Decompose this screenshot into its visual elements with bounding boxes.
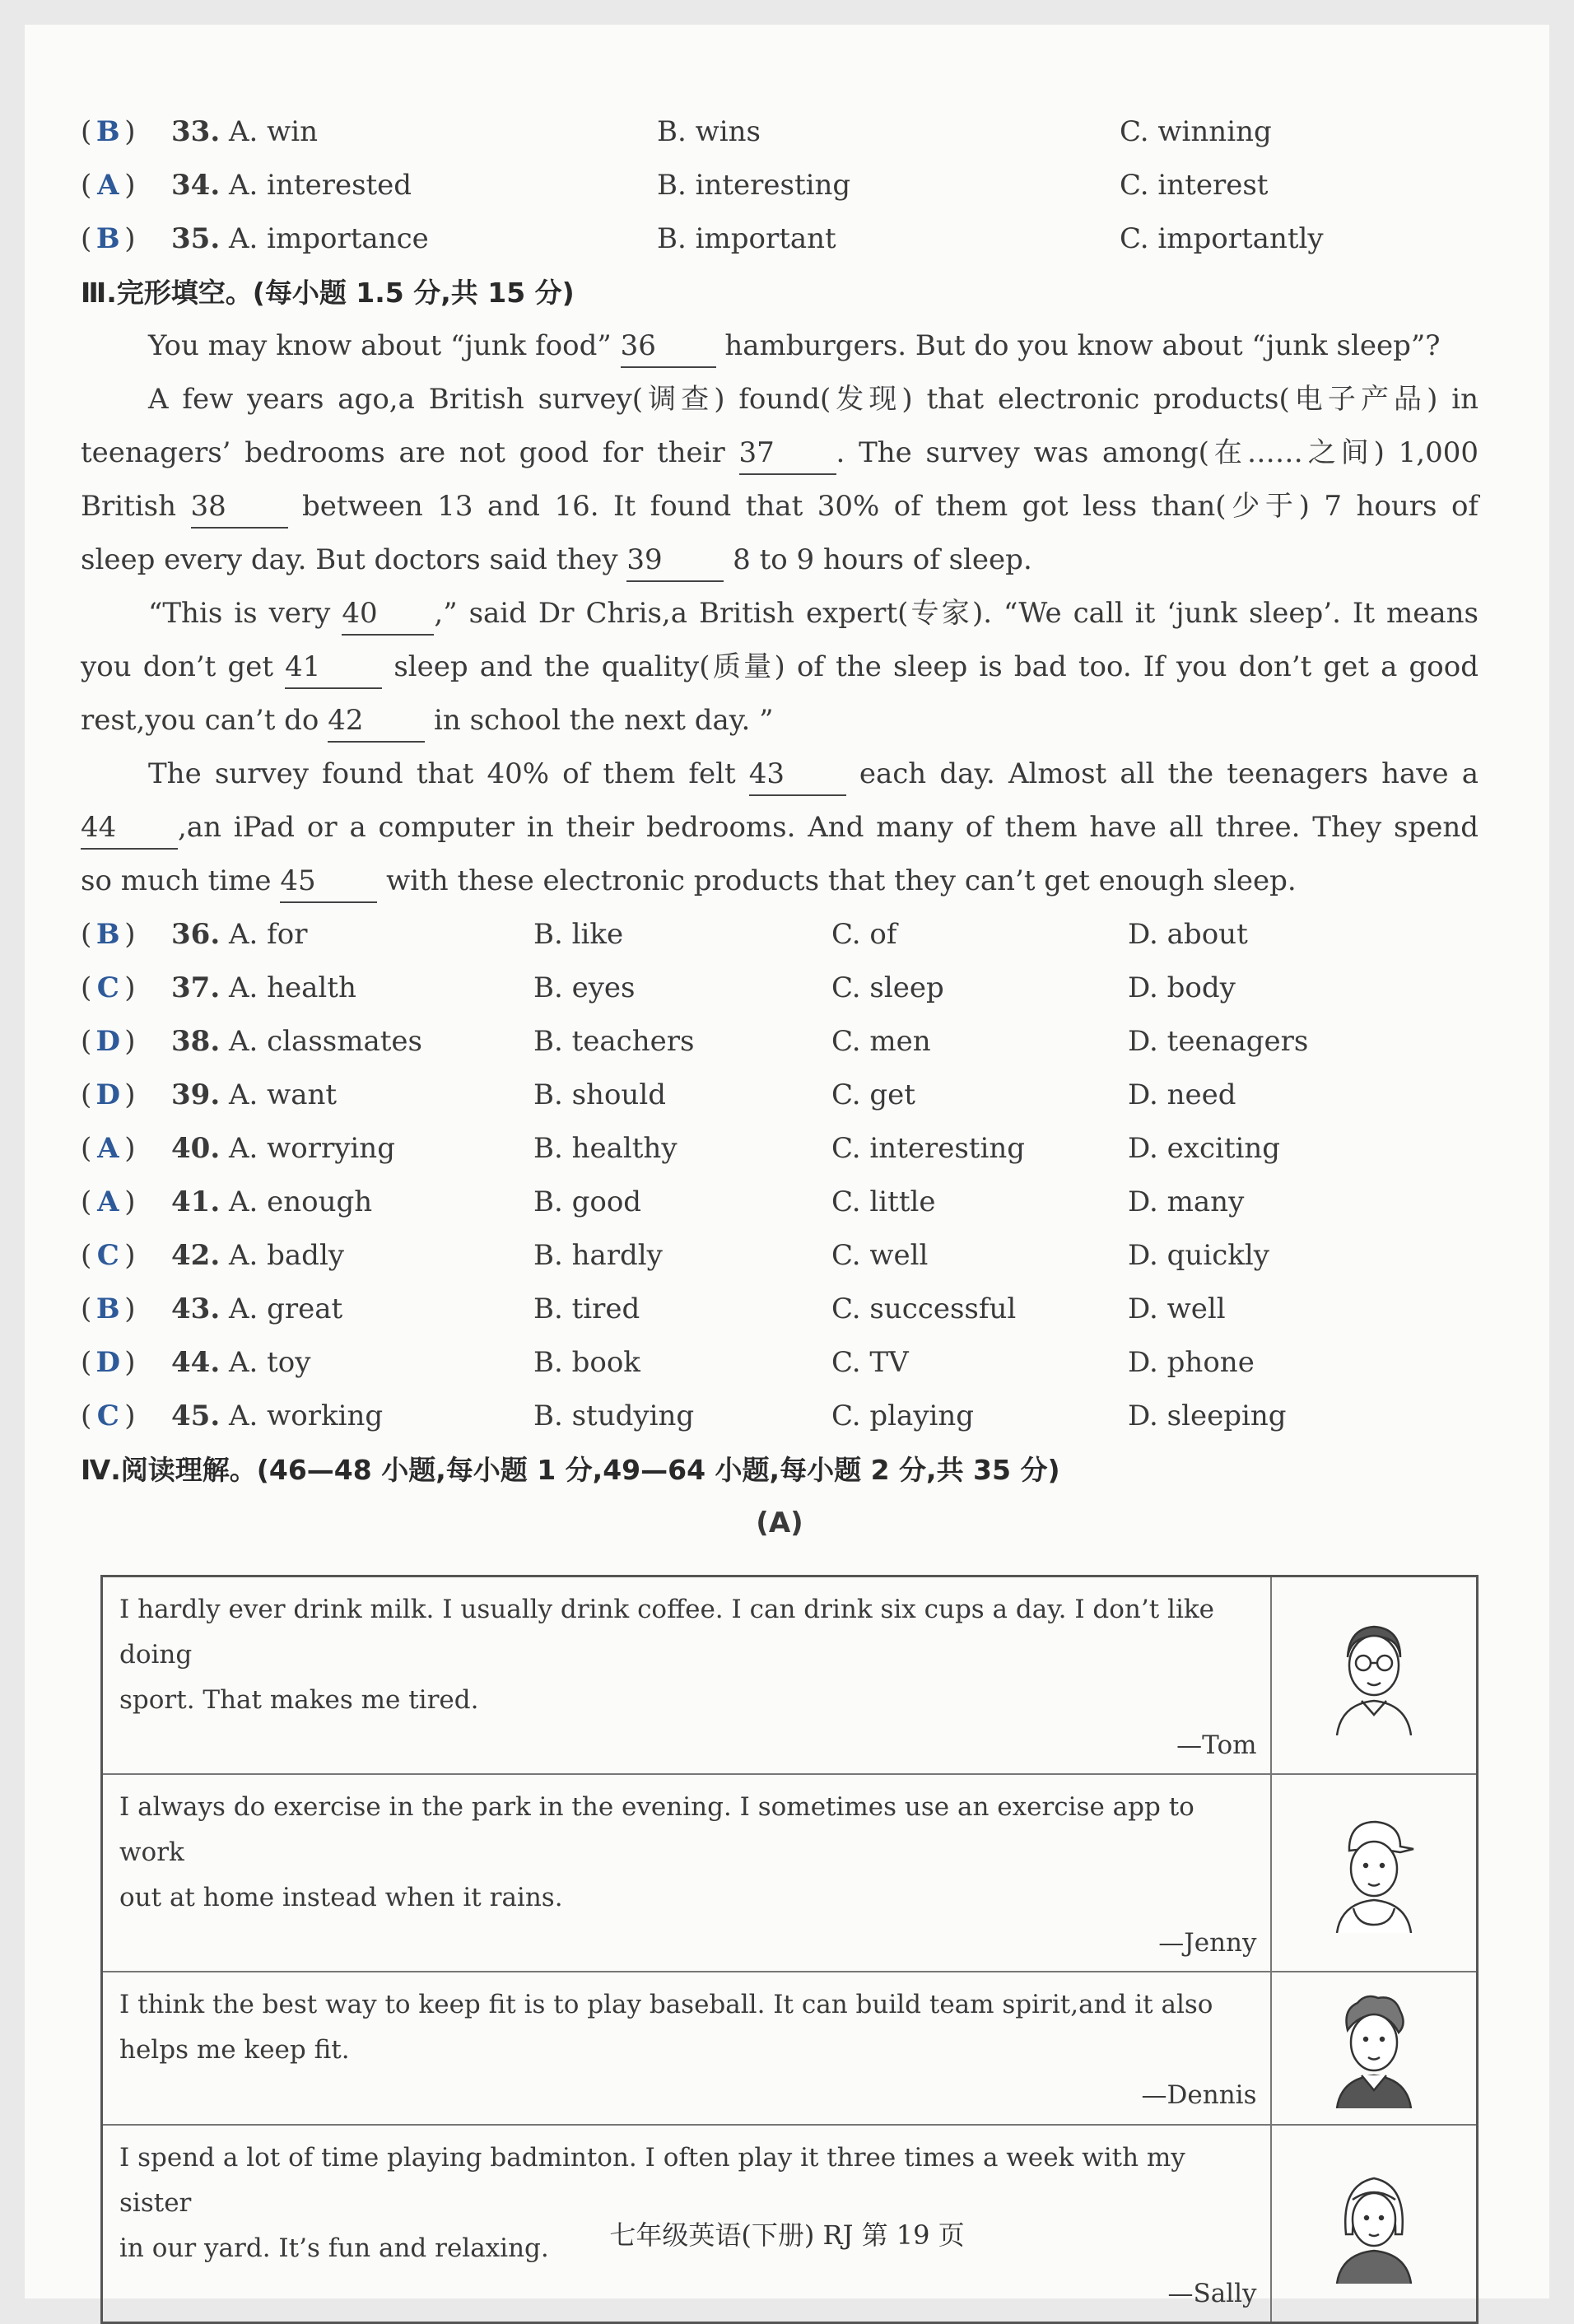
option-a-text: A. want: [228, 1078, 338, 1111]
option-a-text: A. interested: [228, 169, 412, 202]
option-a: [171, 908, 307, 962]
option-a-text: A. toy: [228, 1346, 311, 1379]
question-row: [81, 159, 1479, 212]
passage-text: British: [81, 490, 176, 523]
answer-bracket: ( A ): [81, 1176, 171, 1229]
table-row: [102, 1774, 1478, 1972]
passage-text: sleep every day. But doctors said they: [81, 543, 618, 576]
passage-paragraph-2-line-3: [81, 480, 1479, 533]
option-b: B. should: [533, 1078, 666, 1111]
table-row: [102, 1972, 1478, 2125]
opinion-line: helps me keep fit.: [119, 2035, 350, 2065]
portrait-cell: [1271, 1577, 1478, 1775]
option-a-text: A. win: [228, 115, 319, 148]
opinion-text: [102, 1972, 1271, 2125]
passage-text: with these electronic products that they can’t get enough sleep.: [386, 864, 1297, 897]
question-row: [81, 908, 1479, 962]
answer-bracket: ( D ): [81, 1015, 171, 1069]
option-b: B. interesting: [657, 169, 851, 202]
option-a: [171, 962, 356, 1015]
opinion-text: [102, 1774, 1271, 1972]
portrait-cell: [1271, 1972, 1478, 2125]
option-a-text: A. enough: [228, 1185, 373, 1218]
answer-letter: C: [96, 1239, 119, 1272]
answer-bracket: ( A ): [81, 159, 171, 212]
option-c: C. men: [831, 1025, 931, 1058]
cloze-question-list: [81, 908, 1479, 1443]
option-a-text: A. working: [228, 1400, 384, 1432]
option-c: C. winning: [1120, 115, 1272, 148]
blank-39: 39: [626, 539, 724, 582]
blank-38: 38: [191, 486, 288, 529]
passage-text: 8 to 9 hours of sleep.: [733, 543, 1032, 576]
passage-paragraph-4-line-2: [81, 801, 1479, 855]
question-row: [81, 1122, 1479, 1176]
opinion-line: I spend a lot of time playing badminton. I often play it three times a week with my sister: [119, 2143, 1185, 2218]
girl-with-cap-portrait-icon: [1325, 1809, 1423, 1933]
option-c: C. importantly: [1120, 222, 1324, 255]
opinion-line: I always do exercise in the park in the evening. I sometimes use an exercise app to work: [119, 1792, 1194, 1867]
option-c: C. playing: [831, 1400, 975, 1432]
table-row: [102, 1577, 1478, 1775]
question-row: [81, 1015, 1479, 1069]
portrait-cell: [1271, 1774, 1478, 1972]
option-d: D. exciting: [1128, 1132, 1281, 1165]
question-row: [81, 105, 1479, 159]
answer-letter: B: [95, 1292, 120, 1325]
blank-37: 37: [739, 432, 836, 475]
opinions-table: [100, 1575, 1479, 2324]
question-number: 43.: [171, 1292, 221, 1325]
option-a-text: A. worrying: [228, 1132, 395, 1165]
option-b: B. teachers: [533, 1025, 695, 1058]
answer-bracket: ( B ): [81, 908, 171, 962]
passage-paragraph-3-line-3: [81, 694, 1479, 747]
option-c: C. interesting: [831, 1132, 1025, 1165]
option-a-text: A. importance: [228, 222, 429, 255]
passage-text: so much time: [81, 864, 272, 897]
answer-letter: B: [95, 918, 120, 951]
question-number: 34.: [171, 169, 221, 202]
section-3-title: Ⅲ.完形填空。(每小题 1.5 分,共 15 分): [81, 277, 575, 309]
passage-text: between 13 and 16. It found that 30% of them got less than(少于) 7 hours of: [302, 490, 1479, 523]
option-c: C. sleep: [831, 971, 944, 1004]
question-number: 35.: [171, 222, 221, 255]
question-number: 36.: [171, 918, 221, 951]
signature: —Sally: [1167, 2279, 1257, 2308]
question-row: [81, 1390, 1479, 1443]
option-c: C. successful: [831, 1292, 1017, 1325]
answer-letter: A: [97, 1132, 119, 1165]
question-number: 44.: [171, 1346, 221, 1379]
answer-bracket: ( B ): [81, 105, 171, 159]
question-row: [81, 212, 1479, 266]
option-b: B. studying: [533, 1400, 695, 1432]
option-d: D. well: [1128, 1292, 1226, 1325]
answer-letter: D: [95, 1078, 120, 1111]
opinion-text: [102, 1577, 1271, 1775]
option-d: D. teenagers: [1128, 1025, 1309, 1058]
option-c: C. little: [831, 1185, 936, 1218]
blank-41: 41: [285, 646, 382, 689]
option-b: B. tired: [533, 1292, 640, 1325]
answer-letter: C: [96, 971, 119, 1004]
opinion-line: sport. That makes me tired.: [119, 1685, 479, 1715]
passage-paragraph-2-line-4: [81, 533, 1479, 587]
answer-letter: B: [95, 222, 120, 255]
answer-letter: C: [96, 1400, 119, 1432]
passage-text: You may know about “junk food”: [148, 329, 612, 362]
passage-text: The survey found that 40% of them felt: [148, 757, 736, 790]
option-a: [171, 1390, 383, 1443]
blank-43: 43: [749, 753, 846, 796]
option-a: [171, 1229, 344, 1283]
option-a-text: A. classmates: [228, 1025, 422, 1058]
passage-text: rest,you can’t do: [81, 704, 319, 737]
question-number: 45.: [171, 1400, 221, 1432]
passage-paragraph-3-line-2: [81, 640, 1479, 694]
signature: —Tom: [1176, 1730, 1257, 1760]
page-footer: 七年级英语(下册) RJ 第 19 页: [609, 2219, 965, 2251]
worksheet-content: [81, 105, 1479, 1550]
option-a: [171, 159, 412, 212]
opinion-line: I hardly ever drink milk. I usually drink coffee. I can drink six cups a day. I don’t like doing: [119, 1595, 1215, 1670]
answer-bracket: ( C ): [81, 962, 171, 1015]
question-number: 40.: [171, 1132, 221, 1165]
passage-text: . The survey was among(在……之间) 1,000: [836, 436, 1479, 469]
boy-with-glasses-portrait-icon: [1325, 1612, 1423, 1735]
option-a-text: A. badly: [228, 1239, 345, 1272]
option-a: [171, 1015, 422, 1069]
answer-bracket: ( B ): [81, 1283, 171, 1336]
answer-bracket: ( C ): [81, 1229, 171, 1283]
option-a: [171, 1336, 310, 1390]
option-b: B. wins: [657, 115, 761, 148]
blank-42: 42: [328, 700, 425, 743]
option-b: B. important: [657, 222, 836, 255]
option-b: B. hardly: [533, 1239, 663, 1272]
answer-letter: A: [97, 169, 119, 202]
answer-letter: D: [95, 1025, 120, 1058]
option-b: B. good: [533, 1185, 642, 1218]
question-row: [81, 1283, 1479, 1336]
passage-paragraph-4-line-3: [81, 855, 1479, 908]
option-a-text: A. health: [228, 971, 356, 1004]
option-a: [171, 1069, 337, 1122]
blank-40: 40: [342, 593, 434, 636]
passage-paragraph-1: [81, 319, 1479, 373]
option-d: D. many: [1128, 1185, 1245, 1218]
blank-45: 45: [280, 860, 377, 903]
option-a: [171, 1176, 372, 1229]
passage-paragraph-3-line-1: [81, 587, 1479, 640]
answer-letter: B: [95, 115, 120, 148]
passage-text: ,an iPad or a computer in their bedrooms. And many of them have all three. They spend: [178, 811, 1479, 844]
option-d: D. sleeping: [1128, 1400, 1287, 1432]
question-row: [81, 1176, 1479, 1229]
question-row: [81, 962, 1479, 1015]
question-number: 38.: [171, 1025, 221, 1058]
passage-text: teenagers’ bedrooms are not good for their: [81, 436, 725, 469]
option-c: C. TV: [831, 1346, 909, 1379]
passage-text: sleep and the quality(质量) of the sleep is bad too. If you don’t get a good: [394, 650, 1479, 683]
blank-36: 36: [621, 325, 716, 368]
blank-44: 44: [81, 807, 178, 850]
passage-text: ,” said Dr Chris,a British expert(专家). “We call it ‘junk sleep’. It means: [434, 597, 1479, 630]
question-number: 39.: [171, 1078, 221, 1111]
question-number: 33.: [171, 115, 221, 148]
passage-paragraph-4-line-1: [81, 747, 1479, 801]
answer-bracket: ( A ): [81, 1122, 171, 1176]
section-4-title: Ⅳ.阅读理解。(46—48 小题,每小题 1 分,49—64 小题,每小题 2 分,共 35 分): [81, 1454, 1060, 1486]
option-b: B. like: [533, 918, 624, 951]
option-c: C. well: [831, 1239, 929, 1272]
passage-text: you don’t get: [81, 650, 274, 683]
option-a: [171, 1283, 342, 1336]
answer-bracket: ( C ): [81, 1390, 171, 1443]
question-number: 42.: [171, 1239, 221, 1272]
passage-paragraph-2-line-1: A few years ago,a British survey(调查) found(发现) that electronic products(电子产品) in: [148, 383, 1479, 416]
answer-letter: A: [97, 1185, 119, 1218]
opinion-line: I think the best way to keep fit is to play baseball. It can build team spirit,and it also: [119, 1990, 1213, 2019]
answer-letter: D: [95, 1346, 120, 1379]
passage-a-heading: (A): [756, 1507, 803, 1539]
passage-text: “This is very: [148, 597, 331, 630]
question-row: [81, 1336, 1479, 1390]
option-a-text: A. for: [228, 918, 308, 951]
option-c: C. get: [831, 1078, 915, 1111]
option-a: [171, 1122, 395, 1176]
option-a-text: A. great: [228, 1292, 343, 1325]
option-b: B. book: [533, 1346, 640, 1379]
option-d: D. phone: [1128, 1346, 1255, 1379]
passage-text: each day. Almost all the teenagers have a: [859, 757, 1479, 790]
option-d: D. need: [1128, 1078, 1236, 1111]
option-c: C. interest: [1120, 169, 1269, 202]
option-b: B. healthy: [533, 1132, 678, 1165]
question-number: 41.: [171, 1185, 221, 1218]
passage-text: hamburgers. But do you know about “junk sleep”?: [724, 329, 1441, 362]
option-a: [171, 105, 318, 159]
boy-with-curly-hair-portrait-icon: [1325, 1985, 1423, 2108]
option-a: [171, 212, 429, 266]
signature: —Jenny: [1158, 1928, 1257, 1958]
option-c: C. of: [831, 918, 897, 951]
signature: —Dennis: [1141, 2080, 1257, 2110]
opinion-line: in our yard. It’s fun and relaxing.: [119, 2233, 549, 2263]
opinion-line: out at home instead when it rains.: [119, 1883, 563, 1912]
question-number: 37.: [171, 971, 221, 1004]
option-d: D. body: [1128, 971, 1236, 1004]
passage-paragraph-2-line-2: [81, 426, 1479, 480]
option-b: B. eyes: [533, 971, 636, 1004]
passage-text: in school the next day. ”: [434, 704, 774, 737]
question-row: [81, 1069, 1479, 1122]
question-row: [81, 1229, 1479, 1283]
option-d: D. quickly: [1128, 1239, 1269, 1272]
option-d: D. about: [1128, 918, 1248, 951]
answer-bracket: ( D ): [81, 1336, 171, 1390]
answer-bracket: ( B ): [81, 212, 171, 266]
answer-bracket: ( D ): [81, 1069, 171, 1122]
